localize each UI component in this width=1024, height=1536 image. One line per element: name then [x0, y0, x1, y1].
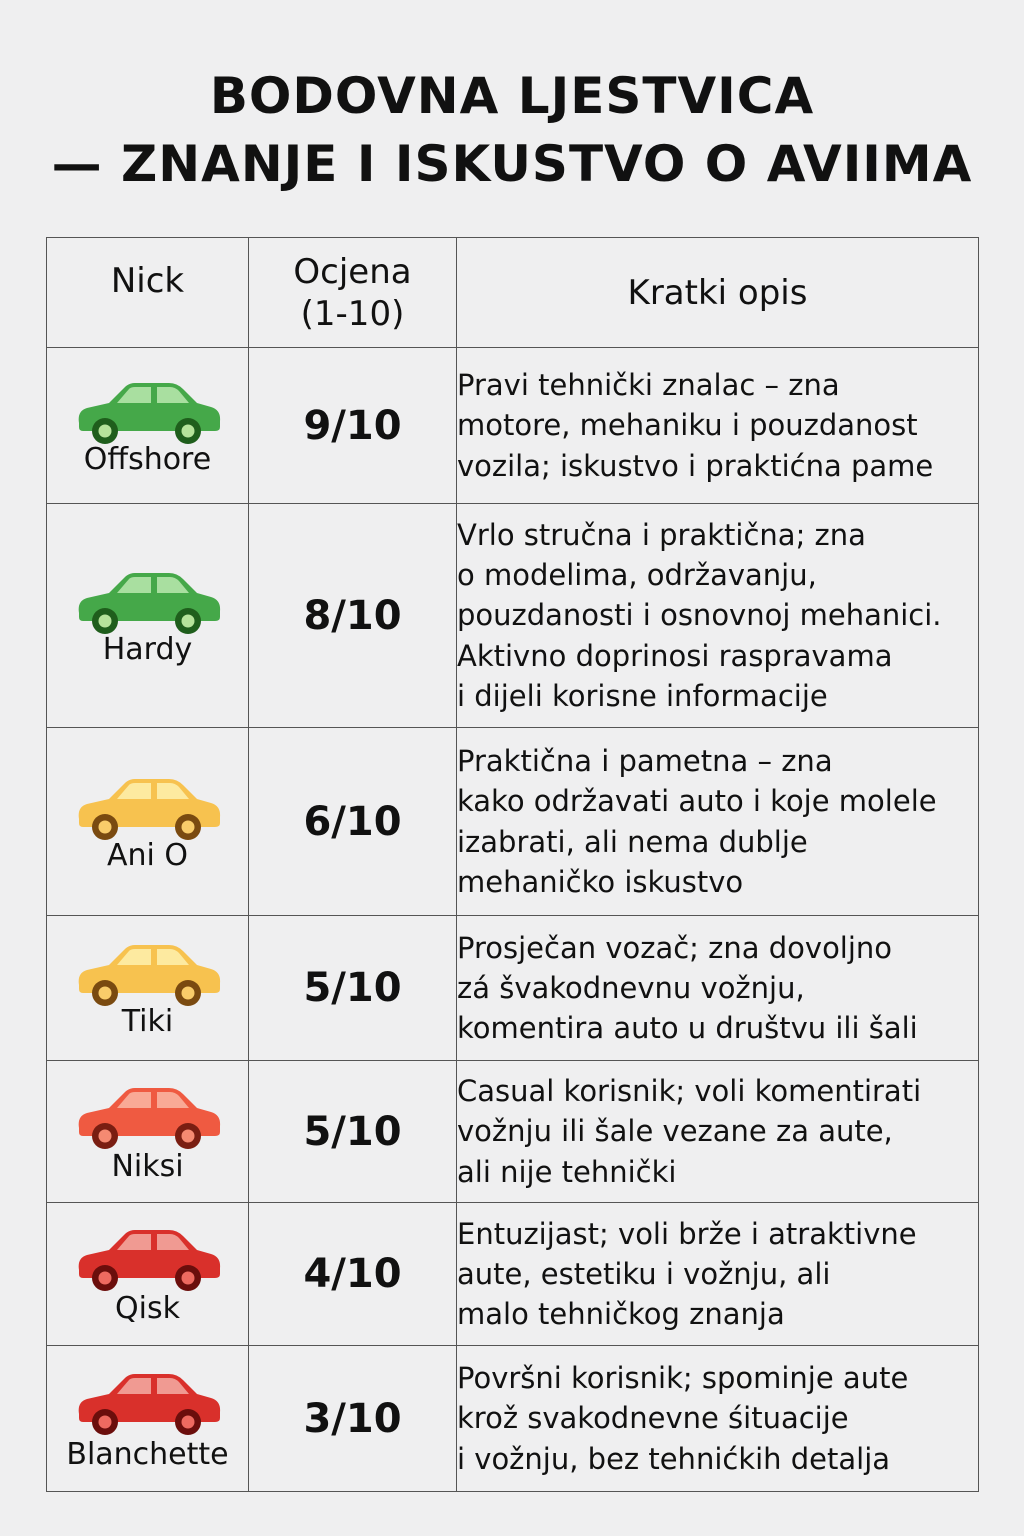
green-car-icon [73, 565, 223, 637]
description-cell [457, 1346, 979, 1492]
table-row-5 [47, 1061, 979, 1203]
nick-cell [47, 916, 249, 1061]
nick-label: Niksi [111, 1148, 184, 1184]
red-car-icon [73, 1222, 223, 1294]
nick-label: Blanchette [66, 1436, 229, 1472]
nick-cell [47, 348, 249, 504]
description-cell [457, 916, 979, 1061]
table-row-3 [47, 728, 979, 916]
description-text: Prosječan vozač; zna dovoljno zá švakodnevnu vožnju, komentira auto u društvu ili šali [457, 930, 918, 1046]
description-text: Entuzijast; voli brže i atraktivne aute, estetiku i vožnju, ali malo tehničkog znanja [457, 1216, 917, 1332]
title-line-2: — ZNANJE I ISKUSTVO O AVIIMA [51, 135, 973, 193]
nick-cell [47, 728, 249, 916]
nick-label: Ani O [106, 837, 189, 873]
nick-label: Tiki [121, 1004, 174, 1039]
score-cell: 5/10 [249, 1061, 457, 1203]
yellow-car-icon [73, 771, 223, 843]
table-row-2 [47, 504, 979, 728]
green-car-icon [73, 375, 223, 447]
header-row [47, 238, 979, 348]
description-text: Pravi tehnički znalac – zna motore, mehaniku i pouzdanost vozila; iskustvo i praktićna pame [457, 368, 934, 483]
nick-cell [47, 1346, 249, 1492]
red-car-icon [73, 1366, 223, 1438]
page-title [0, 62, 1024, 198]
header-nick: Nick [47, 238, 249, 348]
description-cell [457, 1061, 979, 1203]
red-orange-car-icon [73, 1080, 223, 1152]
description-cell [457, 1203, 979, 1346]
score-cell: 5/10 [249, 916, 457, 1061]
description-text: Casual korisnik; voli komentirati vožnju ili šale vezane za aute, ali nije tehnički [457, 1074, 922, 1189]
description-cell [457, 348, 979, 504]
nick-cell [47, 1061, 249, 1203]
description-cell [457, 504, 979, 728]
nick-cell [47, 504, 249, 728]
table-row-1 [47, 348, 979, 504]
score-cell: 4/10 [249, 1203, 457, 1346]
description-cell [457, 728, 979, 916]
table-row-7 [47, 1346, 979, 1492]
nick-cell [47, 1203, 249, 1346]
table-row-4 [47, 916, 979, 1061]
nick-label: Hardy [102, 631, 193, 667]
score-cell: 9/10 [249, 348, 457, 504]
description-text: Vrlo stručna i praktična; zna o modelima, održavanju, pouzdanosti i osnovnoj mehanici. Aktivno doprinosi raspravama i dijeli korisne informacije [457, 517, 942, 713]
table-row-6 [47, 1203, 979, 1346]
yellow-car-icon [73, 937, 223, 1009]
description-text: Praktična i pametna – zna kako održavati auto i koje molele izabrati, ali nema dublje mehaničko iskustvo [457, 743, 937, 899]
score-cell: 6/10 [249, 728, 457, 916]
score-cell: 3/10 [249, 1346, 457, 1492]
header-description: Kratki opis [457, 238, 979, 348]
score-table [46, 237, 979, 1492]
description-text: Površni korisnik; spominje aute krož svakodnevne śituacije i vožnju, bez tehnićkih detalja [457, 1361, 909, 1476]
score-cell: 8/10 [249, 504, 457, 728]
title-line-1: BODOVNA LJESTVICA [209, 67, 815, 125]
nick-label: Qisk [115, 1291, 180, 1326]
nick-label: Offshore [83, 441, 212, 477]
header-score: Ocjena (1-10) [249, 238, 457, 348]
